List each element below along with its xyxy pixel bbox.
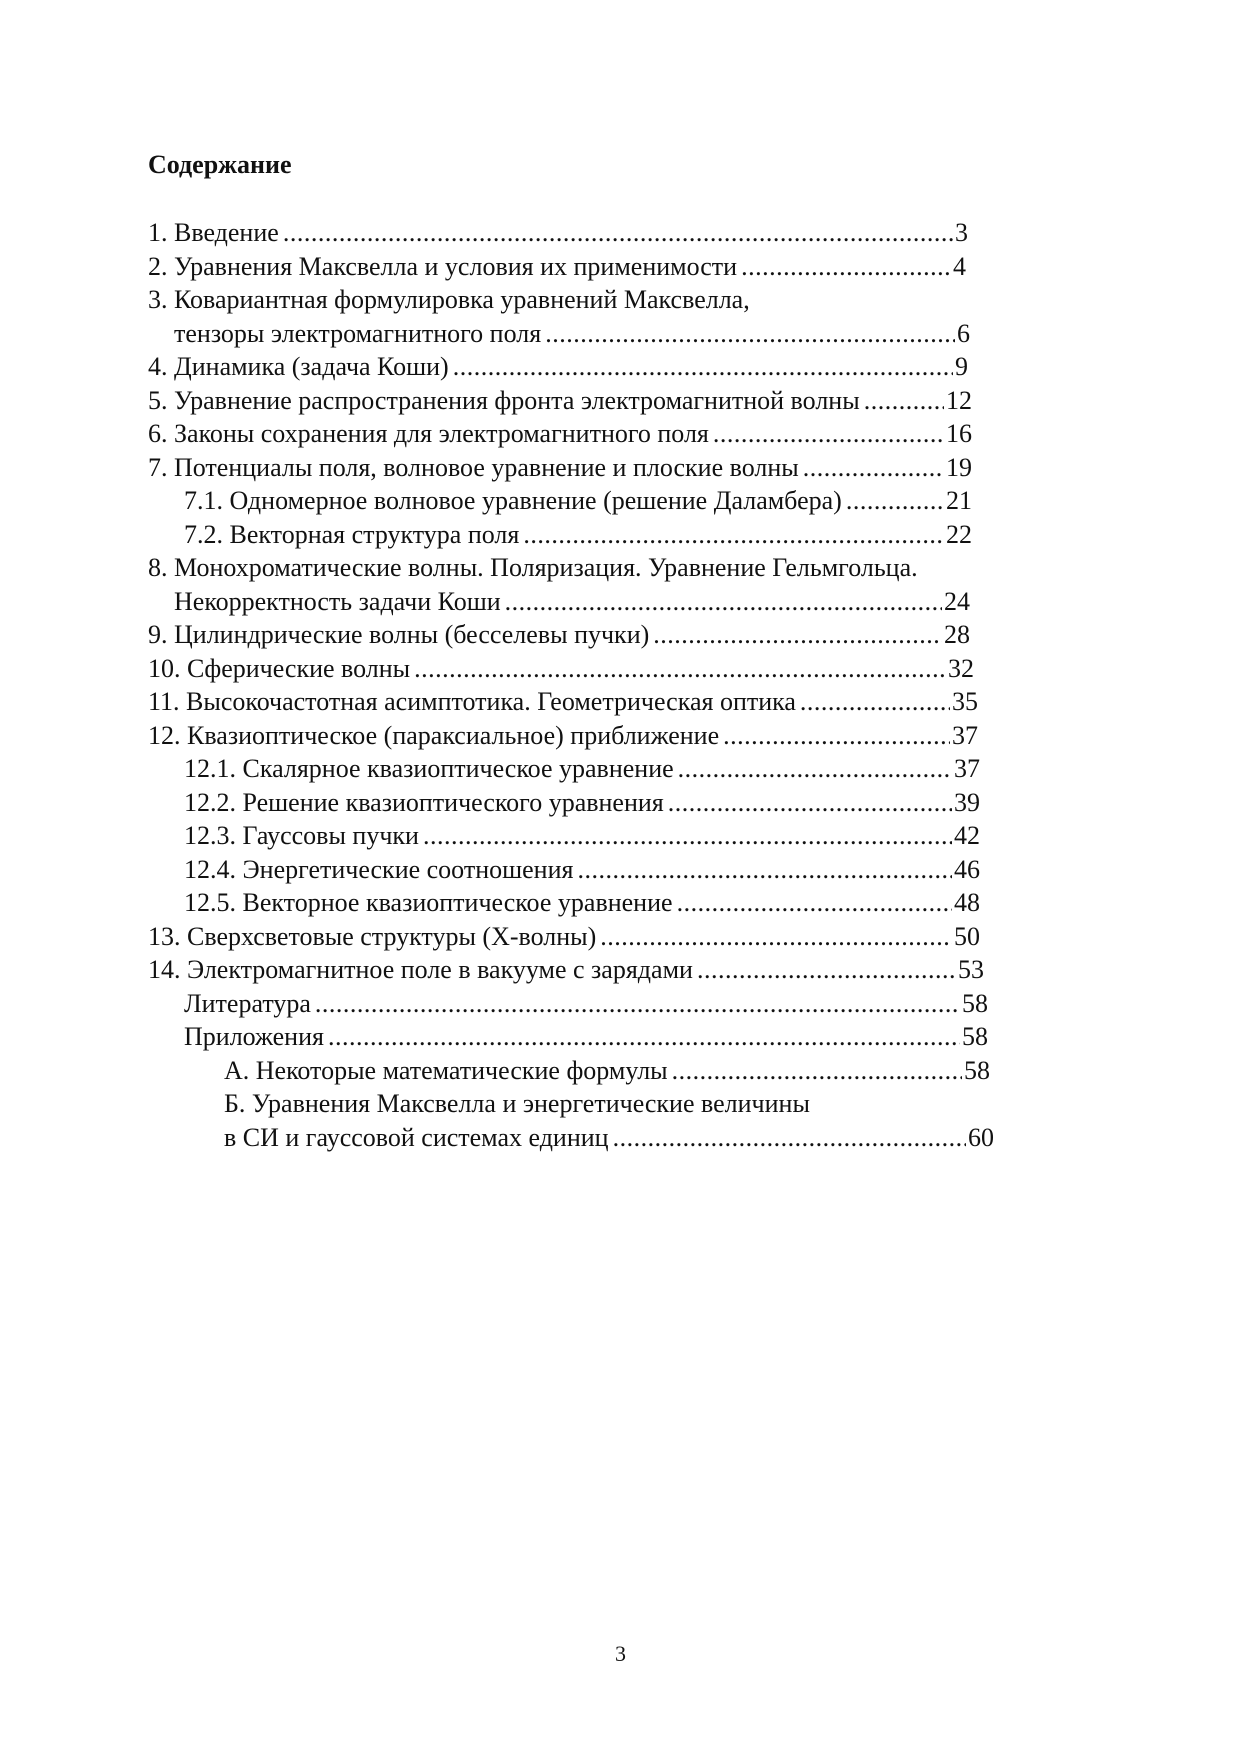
toc-entry-title: 14. Электромагнитное поле в вакууме с зарядами — [148, 955, 693, 984]
toc-entry — [148, 417, 972, 451]
toc-entry-page: 16 — [946, 419, 972, 448]
page-title: Содержание — [148, 150, 292, 179]
toc-entry-page: 60 — [968, 1122, 994, 1152]
toc-entry-title: 12.4. Энергетические соотношения — [184, 854, 574, 884]
toc-entry-page: 48 — [954, 888, 980, 917]
toc-leader-dots — [600, 920, 952, 954]
toc-entry — [148, 652, 974, 686]
toc-entry-title: 12.3. Гауссовы пучки — [184, 821, 419, 850]
toc-entry — [148, 384, 972, 418]
toc-entry-title: Б. Уравнения Максвелла и энергетические величины — [224, 1089, 810, 1118]
toc-entry-page: 53 — [958, 955, 984, 984]
toc-entry — [148, 1087, 1128, 1121]
toc-entry-title: 12.2. Решение квазиоптического уравнения — [184, 787, 664, 817]
toc-entry-title: в СИ и гауссовой системах единиц — [224, 1122, 609, 1152]
toc-entry — [148, 283, 1128, 317]
toc-leader-dots — [668, 786, 952, 820]
toc-entry-page: 6 — [957, 318, 970, 348]
toc-entry-title: 4. Динамика (задача Коши) — [148, 352, 449, 381]
toc-entry-title: 13. Сверхсветовые структуры (Х-волны) — [148, 921, 597, 951]
toc-leader-dots — [328, 1020, 960, 1054]
toc-entry-page: 42 — [954, 821, 980, 850]
toc-entry — [148, 853, 980, 887]
toc-entry — [148, 484, 972, 518]
toc-leader-dots — [800, 685, 950, 719]
toc-entry — [148, 317, 970, 351]
toc-entry-page: 24 — [944, 586, 970, 616]
toc-entry-title: 12.1. Скалярное квазиоптическое уравнение — [184, 754, 674, 783]
toc-entry-page: 21 — [946, 486, 972, 515]
toc-entry-page: 32 — [948, 653, 974, 683]
toc-entry-title: 5. Уравнение распространения фронта электромагнитной волны — [148, 385, 860, 415]
toc-entry — [148, 518, 972, 552]
toc-entry-page: 58 — [962, 988, 988, 1018]
toc-entry-page: 58 — [962, 1022, 988, 1051]
toc-entry — [148, 551, 1128, 585]
toc-entry — [148, 585, 970, 619]
toc-entry — [148, 216, 968, 250]
toc-entry-page: 9 — [955, 352, 968, 381]
toc-entry-title: А. Некоторые математические формулы — [224, 1055, 668, 1085]
toc-leader-dots — [613, 1121, 966, 1155]
toc-leader-dots — [505, 585, 942, 619]
toc-leader-dots — [723, 719, 950, 753]
toc-entry-page: 4 — [953, 251, 966, 281]
toc-entry — [148, 618, 970, 652]
toc-leader-dots — [283, 216, 953, 250]
toc-leader-dots — [545, 317, 955, 351]
toc-leader-dots — [672, 1054, 962, 1088]
toc-entry-page: 39 — [954, 787, 980, 817]
toc-leader-dots — [653, 618, 942, 652]
table-of-contents — [148, 216, 1128, 1154]
toc-entry — [148, 451, 972, 485]
toc-entry-title: 7. Потенциалы поля, волновое уравнение и плоские волны — [148, 452, 799, 482]
toc-entry-page: 12 — [946, 385, 972, 415]
toc-entry-title: тензоры электромагнитного поля — [174, 318, 542, 348]
toc-entry — [148, 1020, 988, 1054]
toc-entry — [148, 719, 978, 753]
toc-entry — [148, 786, 980, 820]
toc-entry — [148, 1121, 994, 1155]
toc-entry — [148, 752, 980, 786]
toc-entry-page: 3 — [955, 218, 968, 247]
toc-entry-title: 7.2. Векторная структура поля — [184, 519, 520, 549]
toc-leader-dots — [864, 384, 944, 418]
toc-entry — [148, 886, 980, 920]
toc-leader-dots — [678, 752, 952, 786]
toc-entry-page: 35 — [952, 687, 978, 716]
toc-leader-dots — [846, 484, 944, 518]
toc-entry — [148, 350, 968, 384]
toc-leader-dots — [523, 518, 944, 552]
toc-entry-title: 12.5. Векторное квазиоптическое уравнение — [184, 888, 673, 917]
toc-entry — [148, 920, 980, 954]
toc-entry-page: 37 — [952, 720, 978, 750]
toc-entry — [148, 685, 978, 719]
toc-leader-dots — [315, 987, 960, 1021]
toc-leader-dots — [453, 350, 953, 384]
toc-entry-page: 22 — [946, 519, 972, 549]
toc-entry — [148, 819, 980, 853]
toc-entry-page: 19 — [946, 452, 972, 482]
page-number: 3 — [615, 1641, 626, 1666]
toc-leader-dots — [577, 853, 952, 887]
toc-leader-dots — [741, 250, 951, 284]
toc-entry — [148, 953, 984, 987]
toc-entry-title: Литература — [184, 988, 311, 1018]
toc-entry-page: 37 — [954, 754, 980, 783]
toc-entry-title: 1. Введение — [148, 218, 279, 247]
toc-entry-page: 58 — [964, 1055, 990, 1085]
toc-leader-dots — [414, 652, 946, 686]
toc-entry — [148, 1054, 990, 1088]
toc-entry-title: 7.1. Одномерное волновое уравнение (решение Даламбера) — [184, 486, 842, 515]
toc-entry-title: 3. Ковариантная формулировка уравнений Максвелла, — [148, 285, 750, 314]
toc-entry-page: 46 — [954, 854, 980, 884]
toc-entry-title: 11. Высокочастотная асимптотика. Геометрическая оптика — [148, 687, 796, 716]
toc-leader-dots — [713, 417, 944, 451]
toc-entry-page: 28 — [944, 620, 970, 649]
toc-entry-title: 10. Сферические волны — [148, 653, 411, 683]
toc-entry — [148, 987, 988, 1021]
toc-entry — [148, 250, 966, 284]
toc-leader-dots — [697, 953, 956, 987]
toc-entry-title: 2. Уравнения Максвелла и условия их применимости — [148, 251, 738, 281]
toc-entry-title: 8. Монохроматические волны. Поляризация. Уравнение Гельмгольца. — [148, 553, 918, 582]
toc-entry-page: 50 — [954, 921, 980, 951]
toc-entry-title: 6. Законы сохранения для электромагнитного поля — [148, 419, 709, 448]
toc-leader-dots — [423, 819, 952, 853]
toc-entry-title: Некорректность задачи Коши — [174, 586, 501, 616]
toc-leader-dots — [677, 886, 952, 920]
toc-entry-title: 9. Цилиндрические волны (бесселевы пучки) — [148, 620, 650, 649]
toc-entry-title: 12. Квазиоптическое (параксиальное) приближение — [148, 720, 720, 750]
toc-leader-dots — [803, 451, 944, 485]
toc-entry-title: Приложения — [184, 1022, 324, 1051]
